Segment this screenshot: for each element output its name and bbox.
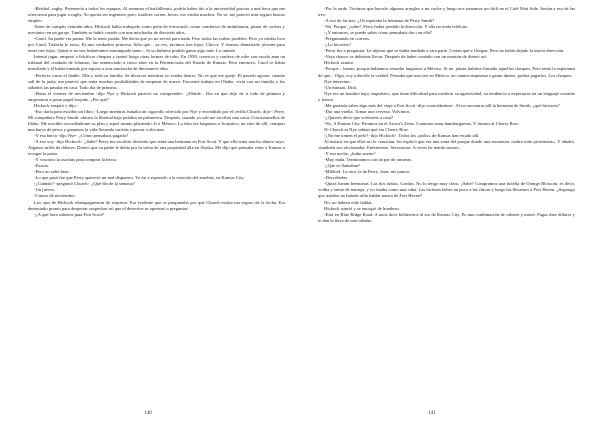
paragraph: -Y esa barca -dijo Nye-. ¿Cómo pensabais pagarla? <box>34 132 129 138</box>
paragraph: -¿A qué hora salisteis para Fort Scott? <box>34 211 104 217</box>
paragraph: Hickock asintió. <box>324 60 355 66</box>
paragraph: Nye era un hombre bajo, impulsivo, que tiene dificultad para moderar su agresividad, su tendencia a expresarse en un lenguaje cortante y franco. <box>318 90 575 102</box>
paragraph: -Y vosotros la usaríais para comprar la barca. <box>34 157 118 163</box>
paragraph: Al insistir en que ellos no lo conocían, les explicó que era una zona del parque donde una encuentra «sobre todo prostitutas». Y añadió, «también son aficionadas. Enfermeras. Secretarias. A veces he tenido suerte». <box>318 139 575 151</box>
paragraph: -Me gustaría saber algo más del viaje a Fort Scott -dijo controlándose-. Al no encontrar allí la hermana de Smith, ¿qué hicisteis? <box>324 102 560 108</box>
paragraph: Antes de cumplir veintiún años, Hickock había trabajado como peón de ferrocarril, como conductor de ambulancia, pintor de coches y mecánico en un garaje. También se había casado con una muchacha de dieciséis años. <box>28 24 285 36</box>
paragraph: -¿Y entonces, se puede saber cómo pensabais dar con ella? <box>324 30 432 36</box>
paragraph: -Por la tarde. Tuvimos que hacerle algunos arreglos a mi coche y luego nos tomamos un chili en el Café Wait Side. Serían a eso de las tres. <box>318 6 575 18</box>
paragraph: -Muy mala. Terminamos con un par de rameras. <box>324 157 413 163</box>
paragraph: -No. Porque, ¿sabe?, Perry había perdido la dirección. Y ella no tenía teléfono. <box>324 24 469 30</box>
paragraph: -Porque... bueno, porque habíamos resuelto largarnos a México. Si no, jamás hubiera firmado aquellos cheques. Pero tenía la esperanza de que... Oiga, voy a decirle la verdad. Pensaba que una vez en México, en cuanto empezase a ganar dinero, podría pagarlos. Los cheques. <box>318 66 575 78</box>
paragraph: -Un minuto, Dick. <box>324 84 358 90</box>
paragraph: -Perfecta como el diablo. Ella y toda su familia. Se divorció mientras yo estaba dentro. No es que me queje. El pasado agosto, cuando salí de la jaula, me pareció que tenía muchas posibilidades de empezar de nuevo. Encontré trabajo en Olathe, vivía con mi familia y los sábados las pasaba en casa. Todo iba de primera... <box>28 72 285 90</box>
paragraph: -¿No me tomen el pelo? -dijo Hickock-. Todos los «polis» de Kansas han estado allí. <box>324 132 480 138</box>
paragraph: -¿Que es llamaban? <box>324 163 361 169</box>
paragraph: -A eso de las tres. ¿Os esperaba la hermana de Perry Smith? <box>324 18 435 24</box>
paragraph: -¿Quieres decir que volvisteis a casa? <box>324 114 394 120</box>
paragraph: Hickock suspiró y dijo: <box>34 102 77 108</box>
paragraph: -Eso daría para escribir un libro. -Luego mientras fumaba un cigarrillo ofrecido por Nye y encendido por el cerilla Church, dijo-: Perry. Mi compañero Perry Smith, obtuvo la libertad bajo palabra en primavera. Después, cuando yo salí me escribió una carta. Con matasellos de Idaho. Me escribió recordándome su plan y aquel asunto planteado. Ir a México. La idea era largarnos a Acapulco, un sitio de allí, comprar una barca de pesca y ganarnos la vida llevando turistas a pescar a alta mar. <box>28 108 285 132</box>
paragraph: Nye intervino: <box>324 78 351 84</box>
left-page-number: 140 <box>144 411 152 416</box>
paragraph: -Dar una vuelta. Tomar una cerveza. Volvimos. <box>324 108 411 114</box>
right-page-number: 141 <box>428 411 436 416</box>
paragraph: -Lo que pasó fue que Perry apareció un mal dispuesto. Yo fui a esperarlo a la estación del autobús, en Kansas City. <box>34 175 245 181</box>
right-page <box>318 6 575 420</box>
paragraph: -Vaya chasco os debisteis llevar. Después de haber contado con un montón de dinero así. <box>324 54 488 60</box>
paragraph: -Exacto. <box>34 163 50 169</box>
paragraph: Los ojos de Hickock relampaguearon de sorpresa. Era evidente que se preguntaba por qué Church estaba tan seguro de la fecha. Era demasiado pronto para despertar sospechas así que el detective se apresuró a preguntar: <box>28 199 285 211</box>
paragraph: -Mildred. La otra, la de Perry, Joan, me parece. <box>324 169 411 175</box>
paragraph: -Casero de noviembre. <box>34 193 76 199</box>
paragraph: -Béisbol, rugby. Pertenecía a todos los equipos. Al terminar el bachillerato, podría haber ido a la universidad gracias a una beca que me ofrecieron para jugar a rugby. Yo quería ser ingeniero pero, tiradoes corren, becas, ese estaba muchos. No sé, me pareció más seguro buscar empleo. <box>28 6 285 24</box>
paragraph: -¿Cuándo? -preguntó Church-. ¿Qué día de la semana? <box>34 181 135 187</box>
paragraph: -Hasta el viernes de noviembre -dijo Nye y Hickock pareció no comprender-. ¿Dónde... Dia en que dejó de ir todo de primera y empezaron a pasar papel mojado. ¿Por qué? <box>28 90 285 102</box>
paragraph: -Está en Blue Ridge Road. A unos doce kilómetros al sur de Kansas City. Es una combinación de cabaret y motel. Pagas diez dólares y te dan la llave de una cabaña. <box>318 211 575 223</box>
paragraph: -Quizá fueran hermanas. Las dos rubias. Gordas. No lo tengo muy claro, ¿Sabe? Compramos una botella de Orange Blossom, es decir, vodka y zumo de naranja, y yo estaba como una cuba. Las hicimos beber un poco a las chicas y luego las llevamos a Fort Haven. ¿Supongo que ustedes no habrán oído hablar nunca de Fort Haven? <box>318 181 575 199</box>
paragraph: -Carol. Su padre era pastor. Me la tenía jurada. Me decía que yo no servía para nada. Pero todos las trabas posibles. Pero yo estaba loco por Carol. Todavía lo estoy. Es una verdadera princesa. Sólo que... ya ves, tuvimos tres hijos. Chicos. Y éramos demasiado jóvenes para tener tres hijos. Quizá si no nos hubiéramos entrampado tanto... Si yo hubiese podido ganar algo más. Lo intenté. <box>28 36 285 54</box>
paragraph: -Y esa noche, ¿hubo suerte? <box>324 151 376 157</box>
paragraph: -Pero no salió bien. <box>34 169 70 175</box>
paragraph: -No. A Kansas City. Paramos en el Arrow's Zests. Comimos unas hamburguesas. Y fuimos al Cherry Row. <box>324 120 520 126</box>
paragraph: -Describelas. <box>324 175 349 181</box>
left-page <box>28 6 285 420</box>
paragraph: -Un jueves. <box>34 187 56 193</box>
paragraph: -Preguntando en correos. <box>324 36 371 42</box>
paragraph: Intentó jugar, empezó a falsificar cheques y tanteó luego otras formas de robo. En 1958, convicto y confeso de robo con escalo ante un tribunal del condado de Johnson, fue sentenciado a cinco años en la Penitenciaría del Estado de Kansas. Pero entonces, Carol se había marchado y él había tomado por esposa a otra muchacha de diecinueve años. <box>28 54 285 72</box>
paragraph: -Perry fue a preguntar. Le dijeron que se había mudado a otra parte. Creían que a Oregon. Pero no había dejado la nueva dirección. <box>324 48 565 54</box>
paragraph: -¿Lo hicisteis? <box>324 42 351 48</box>
paragraph: Hickock sonrió y se encogió de hombros. <box>324 205 401 211</box>
paragraph: Ni Church ni Nye sabían qué era Cherry Row. <box>324 126 409 132</box>
paragraph: -A eso voy -dijo Hickock-. ¿Sabe? Perry me escribió diciendo que tenía una hermana en Fort Scott. Y que ella tenía mucho dinero suyo. Algunos miles de dólares. Dinero que su padre le debía por la venta de una propiedad allá en Alaska. Me dijo que pensaba venir a Kansas a recoger la pasta. <box>28 139 285 157</box>
paragraph: No, no habían oído hablar. <box>324 199 373 205</box>
